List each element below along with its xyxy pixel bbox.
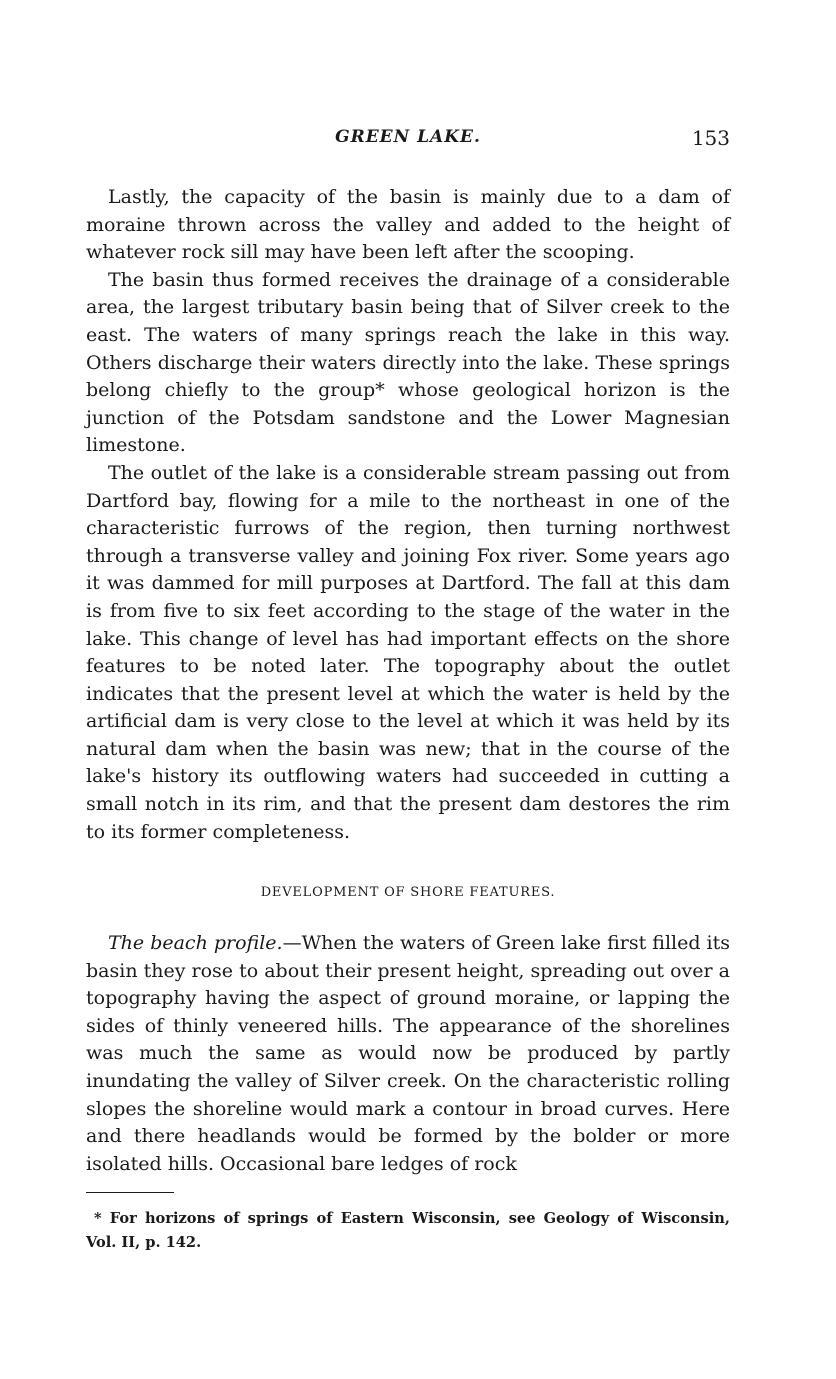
running-title: GREEN LAKE. [335,127,481,147]
paragraph-beach-profile-text: —When the waters of Green lake first filled its basin they rose to about their present height, spreading out over a topography having the aspect of ground moraine, or lapping the sides of thinly veneered hills. The appearance of the shorelines was much the same as would now be produced by partly inundating the valley of Silver creek. On the characteristic rolling slopes the shoreline would mark a contour in broad curves. Here and there headlands would be formed by the bolder or more isolated hills. Occasional bare ledges of rock [86,932,730,1175]
subheading-beach-profile: The beach profile. [108,932,283,954]
paragraph-drainage: The basin thus formed receives the drainage of a considerable area, the largest tributary basin being that of Silver creek to the east. The waters of many springs reach the lake in this way. Others discharge their waters directly into the lake. These springs belong chiefly to the group* whose geological horizon is the junction of the Potsdam sandstone and the Lower Magnesian limestone. [86,268,730,457]
footnote-text: For horizons of springs of Eastern Wisconsin, see Geology of Wisconsin, Vol. II, p. 142. [86,1210,730,1251]
paragraph-beach-profile [86,930,730,1178]
paragraph-capacity: Lastly, the capacity of the basin is mainly due to a dam of moraine thrown across the valley and added to the height of whatever rock sill may have been left after the scooping. [86,186,730,264]
body-text-block [86,184,730,846]
running-head [86,127,730,153]
footnote-line [86,1207,730,1255]
footnote [86,1207,730,1255]
section-heading: DEVELOPMENT OF SHORE FEATURES. [260,885,556,900]
footnote-marker: * [94,1210,102,1227]
section-body [86,930,730,1178]
paragraph-outlet: The outlet of the lake is a considerable stream passing out from Dartford bay, flowing for a mile to the northeast in one of the characteristic furrows of the region, then turning northwest through a transverse valley and joining Fox river. Some years ago it was dammed for mill purposes at Dartford. The fall at this dam is from five to six feet according to the stage of the water in the lake. This change of level has had important effects on the shore features to be noted later. The topography about the outlet indicates that the present level at which the water is held by the artificial dam is very close to the level at which it was held by its natural dam when the basin was new; that in the course of the lake's history its outflowing waters had succeeded in cutting a small notch in its rim, and that the present dam destores the rim to its former completeness. [86,461,730,843]
footnote-rule [86,1192,174,1193]
page-number: 153 [691,126,730,150]
